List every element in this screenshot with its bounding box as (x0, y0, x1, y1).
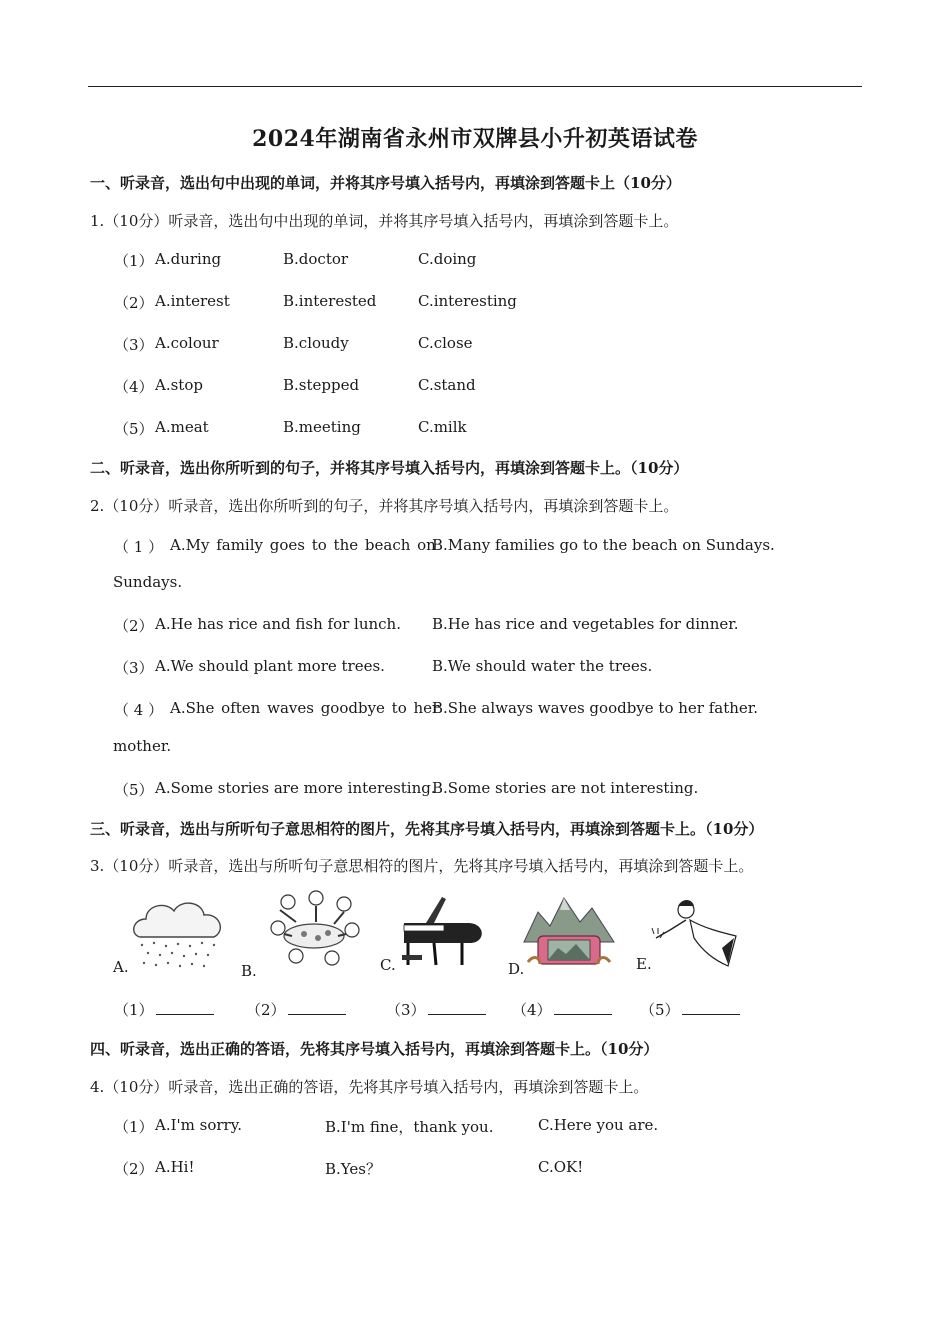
q2-item-option-b: B.Some stories are not interesting. (432, 779, 699, 797)
q2-item-option-a: A.She often waves goodbye to her (170, 699, 440, 717)
q4-item-num: （2） (114, 1160, 154, 1178)
q2-item-option-b: B.We should water the trees. (432, 657, 653, 675)
q2-item-option-b: B.Many families go to the beach on Sundays. (432, 536, 775, 554)
answer-blank-5[interactable] (640, 999, 740, 1020)
q1-item-option-a: A.colour (155, 334, 219, 352)
family-dinner-icon (266, 888, 362, 970)
answer-blank-3[interactable] (386, 999, 486, 1020)
blank-line[interactable] (288, 1000, 346, 1015)
q2-item-wrap: mother. (113, 737, 172, 755)
blank-line[interactable] (554, 1000, 612, 1015)
q2-item-option-b: B.She always waves goodbye to her father. (432, 699, 759, 717)
q1-item-option-a: A.interest (155, 292, 230, 310)
question-3: 3.（10分）听录音，选出与所听句子意思相符的图片，先将其序号填入括号内，再填涂到答题卡上。 (90, 857, 754, 875)
section4-heading: 四、听录音，选出正确的答语，先将其序号填入括号内，再填涂到答题卡上。（10分） (90, 1040, 659, 1058)
q4-item-option-a: A.Hi! (155, 1158, 195, 1176)
mountain-photo-icon (524, 892, 614, 972)
q1-item-option-b: B.meeting (283, 418, 361, 436)
piano-icon (398, 893, 488, 969)
blank-line[interactable] (156, 1000, 214, 1015)
q4-item-option-c: C.Here you are. (538, 1116, 659, 1134)
section2-heading: 二、听录音，选出你所听到的句子，并将其序号填入括号内，再填涂到答题卡上。（10分） (90, 459, 689, 477)
picture-label: E. (636, 955, 652, 973)
q1-item-num: （1） (114, 252, 154, 270)
q2-item-option-b: B.He has rice and vegetables for dinner. (432, 615, 739, 633)
q4-item-option-b: B.Yes？ (325, 1160, 381, 1178)
q2-item-option-a: A.He has rice and fish for lunch. (155, 615, 401, 633)
section1-heading: 一、听录音，选出句中出现的单词，并将其序号填入括号内，再填涂到答题卡上（10分） (90, 174, 681, 192)
q4-item-option-a: A.I'm sorry. (155, 1116, 242, 1134)
q1-item-num: （3） (114, 336, 154, 354)
q1-item-num: （4） (114, 378, 154, 396)
blank-label: （1） (114, 1001, 154, 1019)
answer-blank-2[interactable] (246, 999, 346, 1020)
q1-item-option-a: A.stop (155, 376, 203, 394)
q2-item-num: （ 1 ） (114, 538, 164, 556)
q2-item-num: （3） (114, 659, 154, 677)
q2-item-num: （2） (114, 617, 154, 635)
q2-item-option-a: A.Some stories are more interesting. (155, 779, 436, 797)
q2-item-num: （5） (114, 781, 154, 799)
blank-line[interactable] (682, 1000, 740, 1015)
section3-heading: 三、听录音，选出与所听句子意思相符的图片，先将其序号填入括号内，再填涂到答题卡上。（10分） (90, 820, 764, 838)
q2-item-num: （ 4 ） (114, 701, 164, 719)
blank-label: （3） (386, 1001, 426, 1019)
q1-item-option-b: B.interested (283, 292, 377, 310)
q4-item-num: （1） (114, 1118, 154, 1136)
rain-cloud-icon (128, 895, 228, 970)
q2-item-option-a: A.My family goes to the beach on (170, 536, 436, 554)
q1-item-num: （5） (114, 420, 154, 438)
picture-label: D. (508, 960, 525, 978)
q4-item-option-b: B.I'm fine，thank you. (325, 1118, 494, 1136)
blank-label: （2） (246, 1001, 286, 1019)
q1-item-num: （2） (114, 294, 154, 312)
q1-item-option-c: C.close (418, 334, 473, 352)
q1-item-option-c: C.doing (418, 250, 477, 268)
question-1: 1.（10分）听录音，选出句中出现的单词，并将其序号填入括号内，再填涂到答题卡上。 (90, 212, 679, 230)
girl-waving-icon (650, 898, 742, 970)
blank-label: （4） (512, 1001, 552, 1019)
picture-label: B. (241, 962, 257, 980)
q2-item-option-a: A.We should plant more trees. (155, 657, 385, 675)
q1-item-option-b: B.cloudy (283, 334, 349, 352)
question-2: 2.（10分）听录音，选出你所听到的句子，并将其序号填入括号内，再填涂到答题卡上。 (90, 497, 679, 515)
q4-item-option-c: C.OK! (538, 1158, 584, 1176)
q1-item-option-a: A.meat (155, 418, 209, 436)
page-title: 2024年湖南省永州市双牌县小升初英语试卷 (252, 126, 698, 152)
picture-label: C. (380, 956, 396, 974)
picture-label: A. (113, 958, 129, 976)
q1-item-option-c: C.stand (418, 376, 476, 394)
answer-blank-4[interactable] (512, 999, 612, 1020)
q1-item-option-c: C.interesting (418, 292, 517, 310)
q1-item-option-b: B.stepped (283, 376, 360, 394)
header-rule (88, 86, 862, 87)
blank-line[interactable] (428, 1000, 486, 1015)
q2-item-wrap: Sundays. (113, 573, 183, 591)
q1-item-option-a: A.during (155, 250, 222, 268)
answer-blank-1[interactable] (114, 999, 214, 1020)
q1-item-option-b: B.doctor (283, 250, 349, 268)
blank-label: （5） (640, 1001, 680, 1019)
question-4: 4.（10分）听录音，选出正确的答语，先将其序号填入括号内，再填涂到答题卡上。 (90, 1078, 649, 1096)
q1-item-option-c: C.milk (418, 418, 467, 436)
